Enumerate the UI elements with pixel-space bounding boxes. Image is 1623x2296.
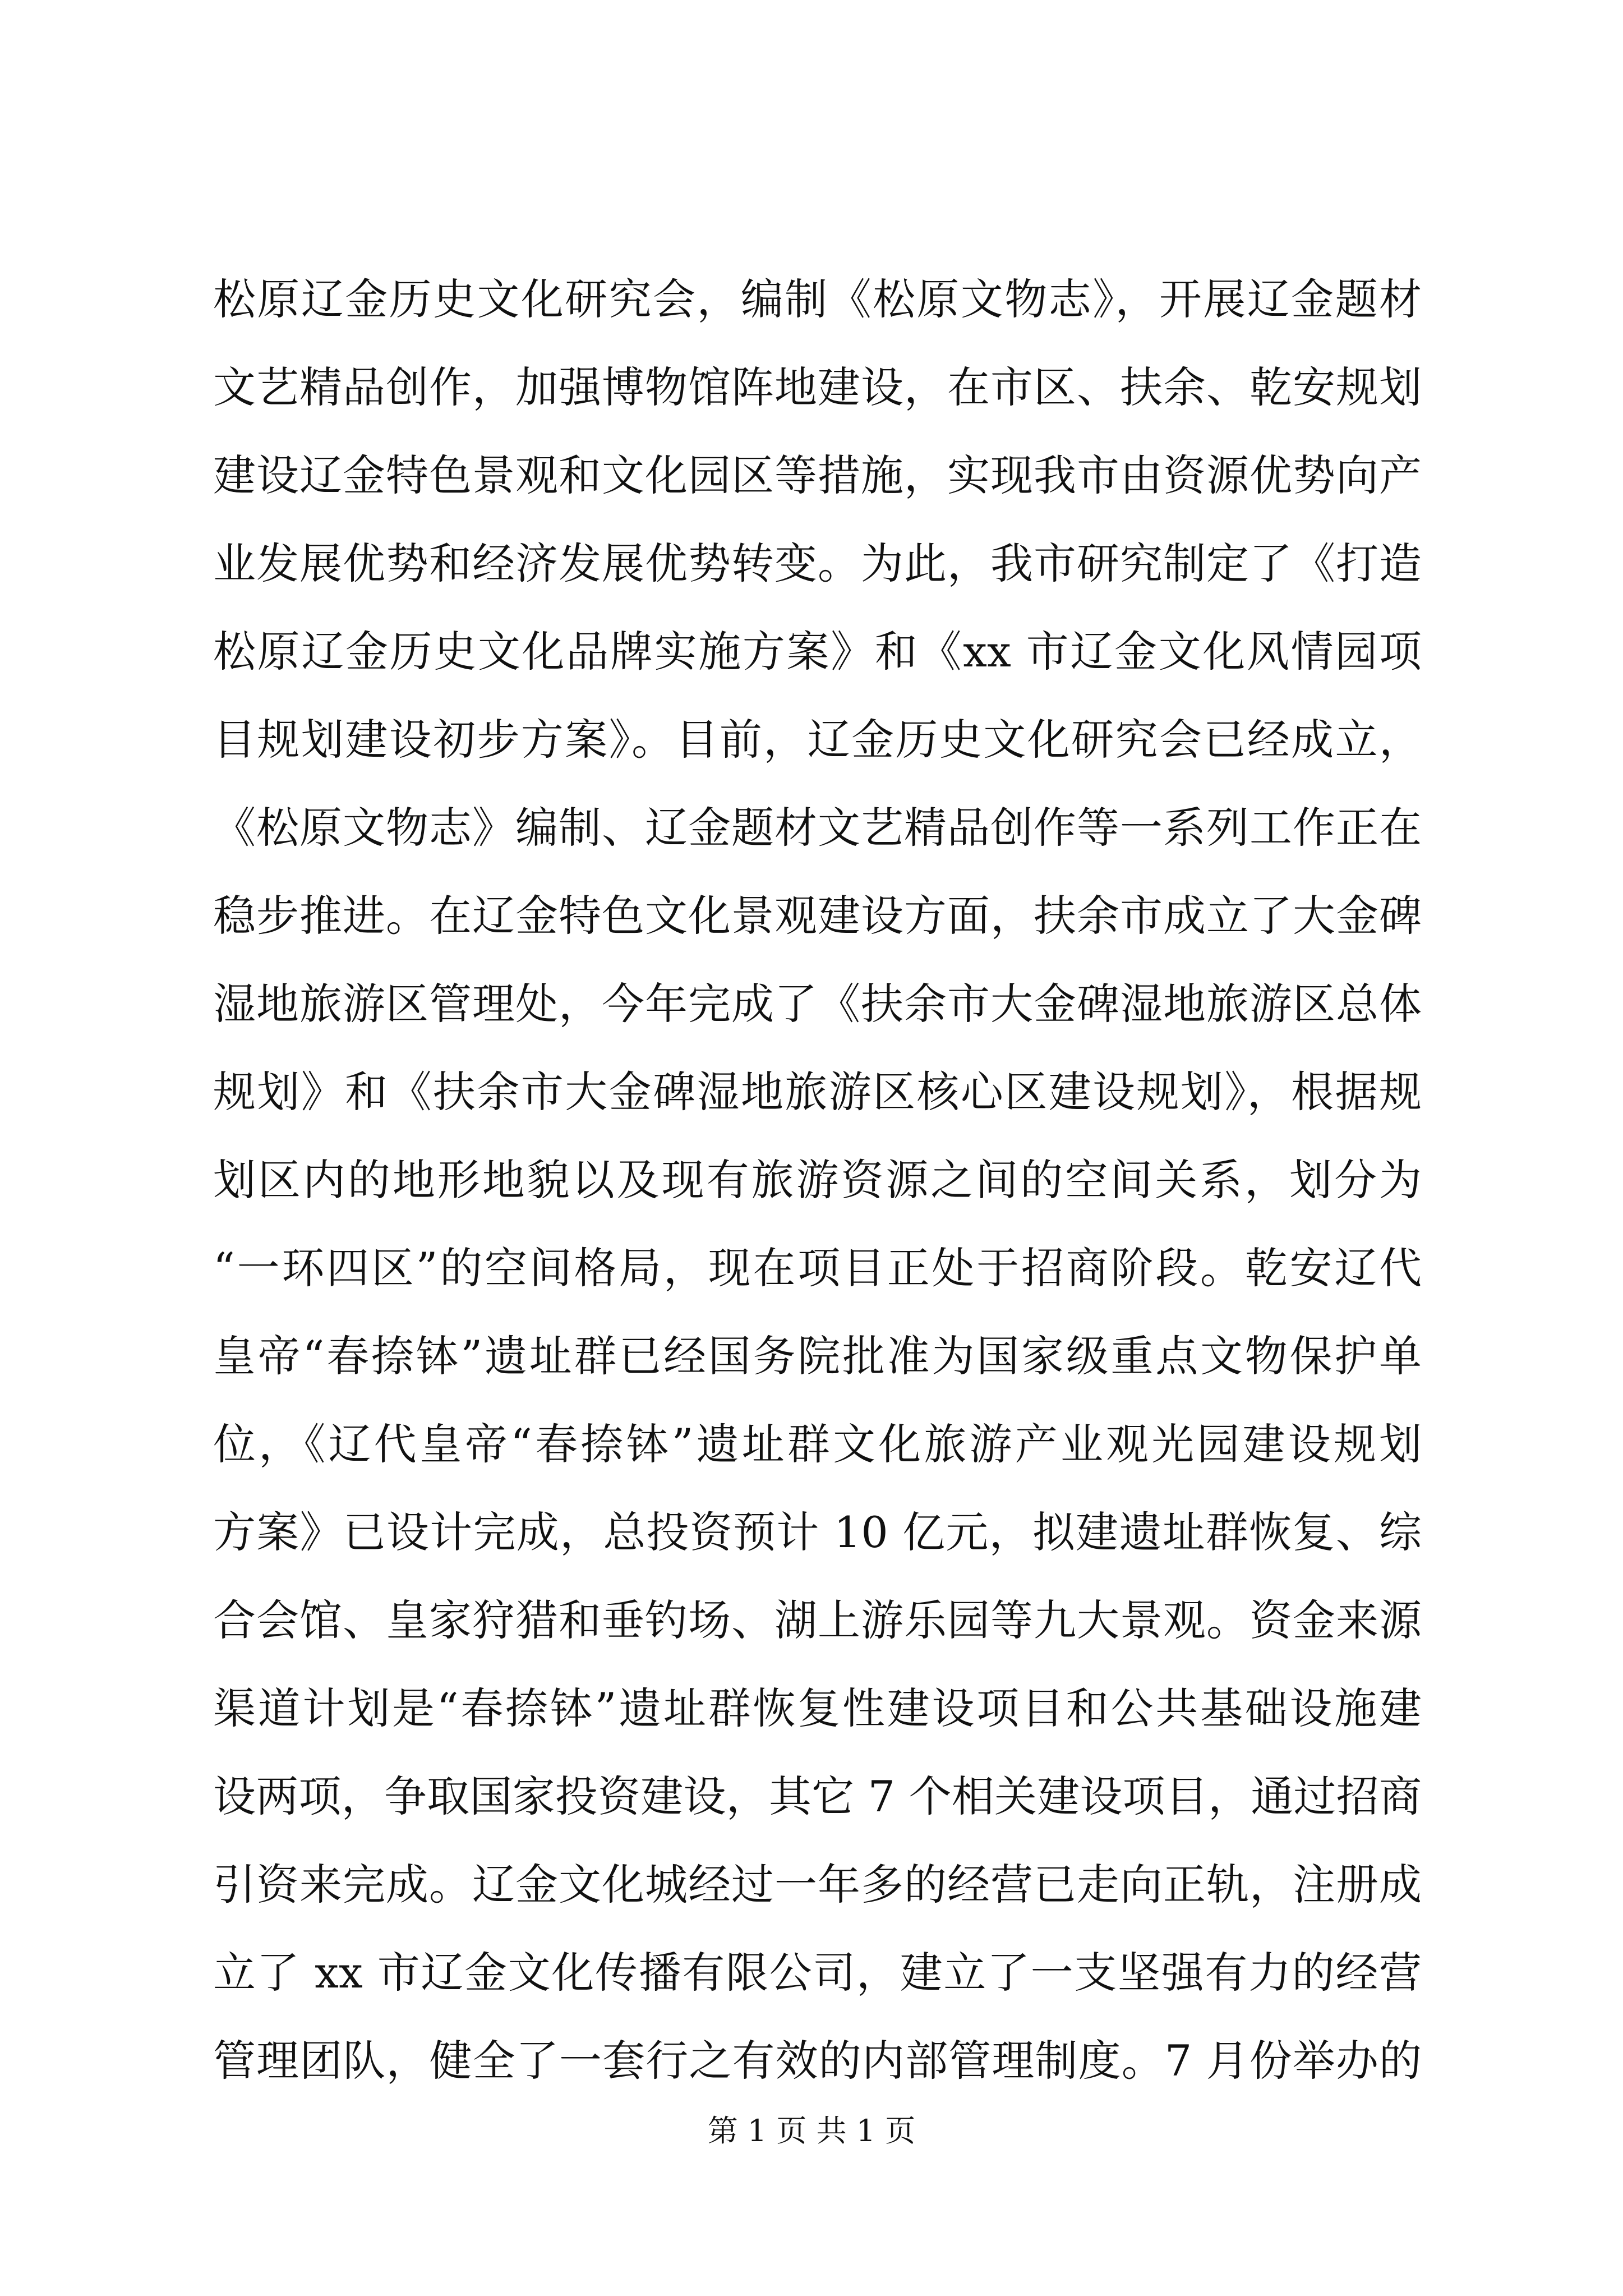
text-line: 设两项，争取国家投资建设，其它 7 个相关建设项目，通过招商 [213, 1772, 1422, 1821]
text-line: 规划》和《扶余市大金碑湿地旅游区核心区建设规划》，根据规 [213, 1067, 1422, 1117]
text-line: “一环四区”的空间格局，现在项目正处于招商阶段。乾安辽代 [213, 1243, 1422, 1293]
text-line: 建设辽金特色景观和文化园区等措施，实现我市由资源优势向产 [213, 450, 1422, 500]
text-line: 《松原文物志》编制、辽金题材文艺精品创作等一系列工作正在 [213, 803, 1422, 853]
text-line: 目规划建设初步方案》。目前，辽金历史文化研究会已经成立， [213, 715, 1422, 765]
text-line: 引资来完成。辽金文化城经过一年多的经营已走向正轨，注册成 [213, 1860, 1422, 1910]
text-line: 合会馆、皇家狩猎和垂钓场、湖上游乐园等九大景观。资金来源 [213, 1595, 1422, 1645]
text-line: 立了 xx 市辽金文化传播有限公司，建立了一支坚强有力的经营 [213, 1948, 1422, 1998]
text-line: 方案》已设计完成，总投资预计 10 亿元，拟建遗址群恢复、综 [213, 1507, 1422, 1557]
text-line: 皇帝“春捺钵”遗址群已经国务院批准为国家级重点文物保护单 [213, 1331, 1422, 1381]
text-line: 稳步推进。在辽金特色文化景观建设方面，扶余市成立了大金碑 [213, 891, 1422, 941]
text-line: 渠道计划是“春捺钵”遗址群恢复性建设项目和公共基础设施建 [213, 1683, 1422, 1733]
text-line: 管理团队，健全了一套行之有效的内部管理制度。7 月份举办的 [213, 2036, 1422, 2086]
text-line: 位，《辽代皇帝“春捺钵”遗址群文化旅游产业观光园建设规划 [213, 1419, 1422, 1469]
text-line: 业发展优势和经济发展优势转变。为此，我市研究制定了《打造 [213, 539, 1422, 588]
text-line: 划区内的地形地貌以及现有旅游资源之间的空间关系，划分为 [213, 1155, 1422, 1205]
text-line: 湿地旅游区管理处，今年完成了《扶余市大金碑湿地旅游区总体 [213, 979, 1422, 1029]
text-line: 文艺精品创作，加强博物馆阵地建设，在市区、扶余、乾安规划 [213, 362, 1422, 412]
text-line: 松原辽金历史文化品牌实施方案》和《xx 市辽金文化风情园项 [213, 627, 1422, 677]
page-footer: 第 1 页 共 1 页 [707, 2113, 916, 2148]
body-paragraph [213, 255, 1422, 2105]
text-line: 松原辽金历史文化研究会，编制《松原文物志》，开展辽金题材 [213, 274, 1422, 324]
